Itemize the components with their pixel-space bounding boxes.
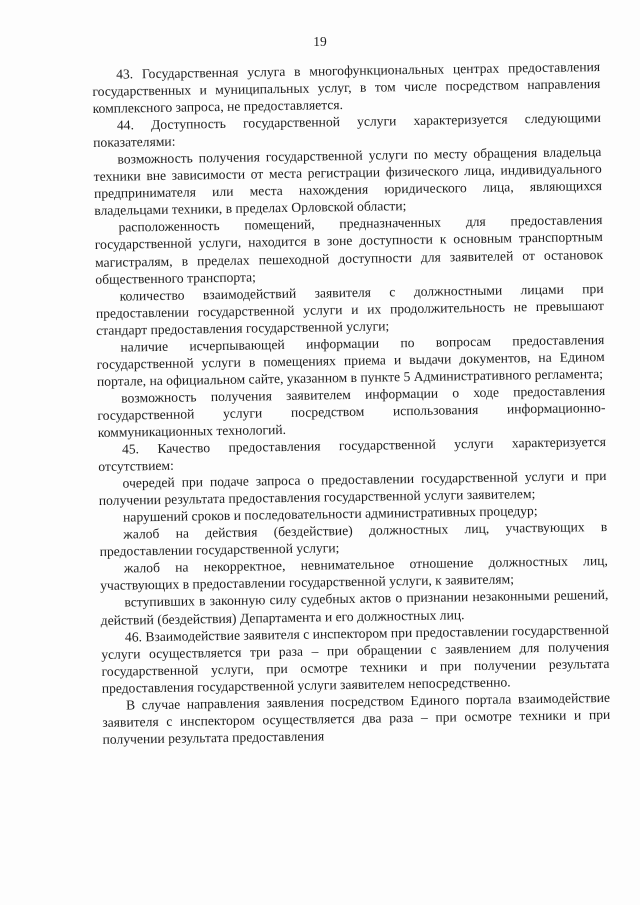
paragraph-44-item-2: расположенность помещений, предназначенных для предоставления государственной услуги, находится в зоне доступности к основным транспортным магистралям, в пределах пешеходной доступности для заявителей от остановок общественного транспорта; bbox=[94, 212, 604, 287]
page-number: 19 bbox=[313, 34, 327, 49]
paragraph-44-item-3: количество взаимодействий заявителя с должностными лицами при предоставлении государственной услуги и их продолжительность не превышают стандарт предоставления государственной услуги; bbox=[95, 280, 604, 338]
body-text bbox=[92, 58, 611, 748]
paragraph-44: 44. Доступность государственной услуги характеризуется следующими показателями: bbox=[93, 110, 601, 151]
paragraph-44-item-1: возможность получения государственной услуги по месту обращения владельца техники вне зависимости от места регистрации физического лица, индивидуального предпринимателя или места нахождения юридического лица, являющихся владельцами техники, в пределах Орловской области; bbox=[93, 144, 603, 219]
paragraph-45-item-3: жалоб на действия (бездействие) должностных лиц, участвующих в предоставлении государственной услуги; bbox=[99, 519, 608, 560]
paragraph-45-item-2: нарушений сроков и последовательности административных процедур; bbox=[122, 503, 538, 525]
paragraph-45-item-1: очередей при подаче запроса о предоставлении государственной услуги и при получении результата предоставления государственной услуги заявителем; bbox=[98, 468, 607, 509]
paragraph-44-item-5: возможность получения заявителем информации о ходе предоставления государственной услуги посредством использования информационно-коммуникационных технологий. bbox=[97, 382, 606, 440]
paragraph-45-item-4: жалоб на некорректное, невнимательное отношение должностных лиц, участвующих в предоставлении государственной услуги, к заявителям; bbox=[100, 553, 608, 594]
paragraph-46-portal: В случае направления заявления посредством Единого портала взаимодействие заявителя с инспектором осуществляется два раза – при осмотре техники и при получении результата предоставления bbox=[102, 689, 611, 747]
paragraph-44-item-4: наличие исчерпывающей информации по вопросам предоставления государственной услуги в помещениях приема и выдачи документов, на Едином портале, на официальном сайте, указанном в пункте 5 Административного регламента; bbox=[96, 331, 605, 389]
paragraph-46: 46. Взаимодействие заявителя с инспектором при предоставлении государственной услуги осуществляется три раза – при обращении с заявлением для получения государственной услуги, при осмотре техники и при получении результата предоставления государственной услуги заявителем непосредственно. bbox=[101, 621, 610, 696]
paragraph-43: 43. Государственная услуга в многофункциональных центрах предоставления государственных и муниципальных услуг, в том числе посредством направления комплексного запроса, не предоставляется. bbox=[92, 59, 601, 117]
paragraph-45: 45. Качество предоставления государственной услуги характеризуется отсутствием: bbox=[98, 434, 607, 475]
paragraph-45-item-5: вступивших в законную силу судебных актов о признании незаконными решений, действий (бездействия) Департамента и его должностных лиц. bbox=[100, 587, 609, 628]
